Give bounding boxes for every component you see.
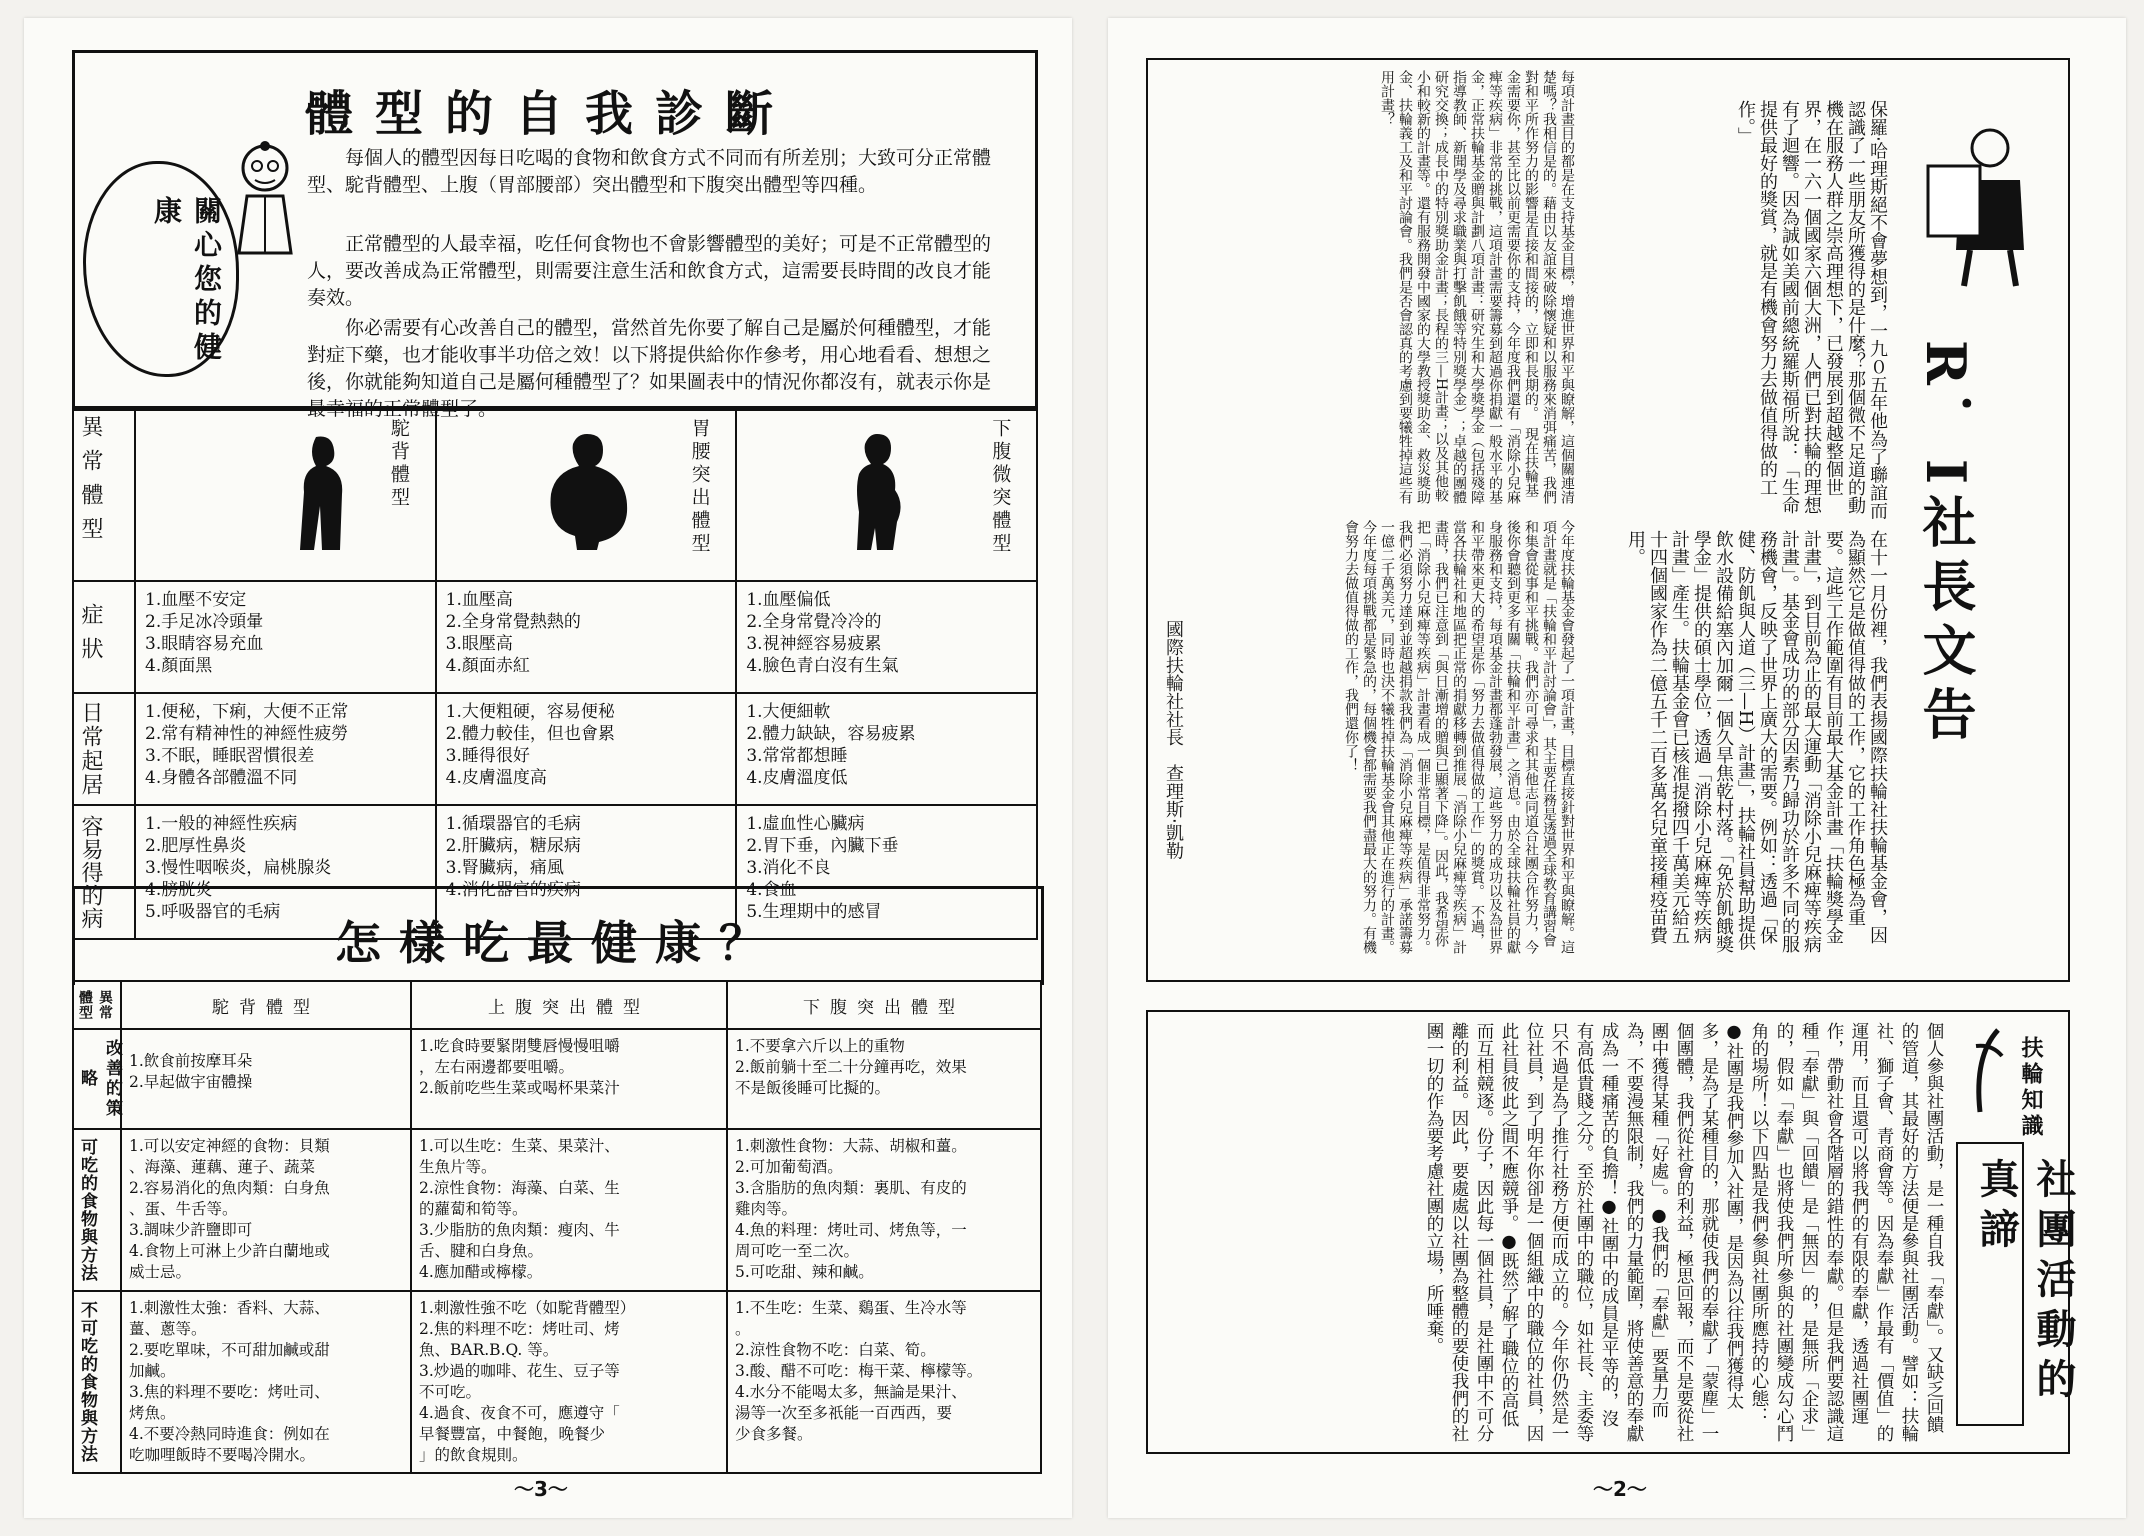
list-item: 1.便秘，下痢，大便不正常 xyxy=(145,702,349,722)
list-item: 3.常常都想睡 xyxy=(746,746,848,766)
list-item: 1.不生吃：生菜、鷄蛋、生冷水等 xyxy=(735,1299,967,1317)
article-column: 保羅‧哈理斯絕不會夢想到，一九０五年他為了聯誼而認識了一些朋友所獲得的是什麼？那個微不足道的動機在服務人群之崇高理想下，已發展到超越整個世界，在一六一個國家六個大洲，人們已對扶輪的理想有了迴響。因為誠如美國前總統羅斯福所說：「生命提供最好的獎賞，就是有機會努力去做值得做的工作。」 xyxy=(1735,100,1888,520)
column-header: 駝背體型 xyxy=(121,981,411,1029)
list-item: 少食多餐。 xyxy=(735,1425,813,1443)
list-item: 烤魚。 xyxy=(129,1404,176,1422)
list-item: 4.應加醋或檸檬。 xyxy=(419,1263,543,1281)
list-item: 2.涼性食物不吃：白菜、筍。 xyxy=(735,1341,936,1359)
list-item: 3.調味少許鹽即可 xyxy=(129,1221,253,1239)
table-header-label: 異常體型 xyxy=(78,415,103,551)
health-cloud-badge xyxy=(83,161,239,377)
type-label: 下腹微突體型 xyxy=(989,418,1012,556)
diet-table xyxy=(72,980,1042,1474)
table-row xyxy=(73,1129,1041,1291)
edible-list xyxy=(729,1131,1039,1288)
list-item: 4.食血 xyxy=(746,880,797,900)
list-item: 4.水分不能喝太多，無論是果汁、 xyxy=(735,1383,967,1401)
list-item: 2.飯前吃些生菜或喝杯果菜汁 xyxy=(419,1079,620,1097)
list-item: 2.肝臟病，糖尿病 xyxy=(445,836,581,856)
page-number: ～3～ xyxy=(514,1477,568,1501)
list-item: 2.胃下垂，內臟下垂 xyxy=(746,836,899,856)
list-item: 2.常有精神性的神經性疲勞 xyxy=(145,724,349,744)
list-item: 2.全身常覺熱熱的 xyxy=(445,612,581,632)
row-label: 容易得的病 xyxy=(78,814,103,930)
list-item: 3.消化不良 xyxy=(746,858,831,878)
daily-list xyxy=(137,695,434,795)
list-item: 1.吃食時要緊閉雙唇慢慢咀嚼 xyxy=(419,1037,620,1055)
list-item: 3.焦的料理不要吃：烤吐司、 xyxy=(129,1383,330,1401)
avoid-list xyxy=(413,1293,725,1471)
list-item: 1.血壓偏低 xyxy=(746,590,831,610)
symptom-list xyxy=(137,583,434,683)
strategy-list xyxy=(413,1031,725,1104)
list-item: 1.一般的神經性疾病 xyxy=(145,814,298,834)
article-column: 在十一月份裡，我們表揚國際扶輪社扶輪基金會，因為顯然它是做值得做的工作，它的工作角色極為重要。這些工作範圍有目前最大基金計畫「扶輪獎學金計畫」，到目前為止的最大運動「消除小兒麻痺等疾病計畫」。基金會成功的部分因素乃歸功於許多不同的服務機會，反映了世界上廣大的需要。例如：透過「保健、防飢與人道（三—H）計畫」，扶輪社員幫助提供飲水設備給塞內加爾一個久旱焦乾村落。「免於飢餓獎學金」提供的碩士學位，透過「消除小兒麻痺等疾病計畫」產生。扶輪基金會已核准提撥四千萬美元給五十四個國家作為二億五千二百多萬名兒童接種疫苗費用。 xyxy=(1625,530,1888,953)
list-item: 4.臉色青白沒有生氣 xyxy=(746,656,899,676)
list-item: 1.刺激性食物：大蒜、胡椒和薑。 xyxy=(735,1137,967,1155)
article-column: 今年度扶輪基金會發起了一項計畫，目標直接針對世界和平與瞭解。這項計畫就是「扶輪和平計討論會」，其主要任務是透過全球教育講習會和集會從事和平挑戰。我們亦可尋求和其他志同道合社團合作努力，今後你會聽到更多有關「扶輪和平計畫」之消息。由於全球扶輪社員的獻身服務和支持，每項基金計畫都蓬勃發展，這些努力的成功以及為世界和平帶來更大的希望是你「努力去做值得做的工作」的獎賞。 不過，當各扶輪社和地區把正常的捐獻移轉到推展「消除小兒麻痺等疾病」計畫時，我們已注意到「與日漸增的贈與已顯著下降」。因此，我希望你把「消除小兒麻痺等疾病」計畫看成一個非常目標，是值得非常努力。我們必須努力達到並超越捐款我們為「消除小兒麻痺等疾病」承諾籌募一億二千萬美元，同時也決不犧牲掉扶輪基金會其他正在進行的計畫。今年度每項挑戰都是緊急的，每個機會都需要我們盡最大的努力。有機會努力去做值得做的工作，我們還你了！ xyxy=(1343,520,1575,954)
type-header xyxy=(135,407,436,581)
list-item: 不可吃。 xyxy=(419,1383,482,1401)
sidebar-label: 關心您的健康 xyxy=(150,196,223,366)
list-item: 3.眼壓高 xyxy=(445,634,513,654)
list-item: 威士忌。 xyxy=(129,1263,192,1281)
hunchback-silhouette xyxy=(286,432,364,552)
list-item: 1.虛血性心臟病 xyxy=(746,814,865,834)
strategy-list xyxy=(123,1031,409,1098)
list-item: 3.少脂肪的魚肉類：瘦肉、牛 xyxy=(419,1221,620,1239)
list-item: 、海藻、蓮藕、蓮子、蔬菜 xyxy=(129,1158,316,1176)
daily-list xyxy=(738,695,1035,795)
list-item: 1.循環器官的毛病 xyxy=(445,814,581,834)
list-item: 早餐豐富，中餐飽，晚餐少 xyxy=(419,1425,606,1443)
intro-box xyxy=(72,50,1038,420)
list-item: 3.眼睛容易充血 xyxy=(145,634,264,654)
list-item: 」的飲食規則。 xyxy=(419,1446,528,1464)
list-item: 1.血壓高 xyxy=(445,590,513,610)
edible-list xyxy=(413,1131,725,1288)
type-label: 胃腰突出體型 xyxy=(688,418,711,556)
row-label: 不可吃的食物與方法 xyxy=(77,1301,97,1463)
list-item: 2.體力缺缺，容易疲累 xyxy=(746,724,916,744)
column-label: 扶輪知識 xyxy=(2018,1036,2044,1140)
rotary-knowledge-box xyxy=(1146,1010,2077,1454)
list-item: 4.食物上可淋上少許白蘭地或 xyxy=(129,1242,330,1260)
page-number: ～2～ xyxy=(1593,1477,1647,1501)
article-title-box xyxy=(1956,1142,2077,1426)
list-item: 3.慢性咽喉炎，扁桃腺炎 xyxy=(145,858,332,878)
list-item: 4.膀胱炎 xyxy=(145,880,213,900)
list-item: 5.生理期中的感冒 xyxy=(746,902,882,922)
list-item: 魚、BAR.B.Q. 等。 xyxy=(419,1341,559,1359)
list-item: 雞肉等。 xyxy=(735,1200,798,1218)
symptom-list xyxy=(738,583,1035,683)
avoid-list xyxy=(123,1293,409,1471)
section2-header xyxy=(72,886,1044,985)
president-message-box xyxy=(1146,58,2070,982)
type-header xyxy=(736,407,1037,581)
list-item: 2.可加葡萄酒。 xyxy=(735,1158,843,1176)
list-item: 2.容易消化的魚肉類：白身魚 xyxy=(129,1179,330,1197)
list-item: 4.過食、夜食不可，應遵守「 xyxy=(419,1404,620,1422)
table-header-label: 異常體型 xyxy=(77,990,113,1020)
list-item: 3.酸、醋不可吃：梅干菜、檸檬等。 xyxy=(735,1362,983,1380)
list-item: 、蛋、牛舌等。 xyxy=(129,1200,238,1218)
list-item: 2.肥厚性鼻炎 xyxy=(145,836,247,856)
column-header: 上腹突出體型 xyxy=(411,981,727,1029)
section-title: 怎樣吃最健康？ xyxy=(335,916,783,970)
list-item: 2.早起做宇宙體操 xyxy=(129,1073,253,1091)
row-label: 日常起居 xyxy=(78,701,103,797)
left-page xyxy=(24,18,1072,1518)
list-item: 周可吃一至二次。 xyxy=(735,1242,860,1260)
rotary-r-logo xyxy=(1968,1026,2008,1116)
list-item: 吃咖哩飯時不要喝冷開水。 xyxy=(129,1446,316,1464)
list-item: 4.皮膚溫度低 xyxy=(746,768,848,788)
article-title: 社團活動的真諦 xyxy=(1973,1158,2077,1408)
article-signature: 國際扶輪社社長 查理斯‧凱勒 xyxy=(1163,620,1184,860)
list-item: 4.顏面黑 xyxy=(145,656,213,676)
list-item: 2.涼性食物：海藻、白菜、生 xyxy=(419,1179,620,1197)
list-item: 3.炒過的咖啡、花生、豆子等 xyxy=(419,1362,620,1380)
list-item: 生魚片等。 xyxy=(419,1158,497,1176)
list-item: 2.要吃單味，不可甜加鹹或甜 xyxy=(129,1341,330,1359)
upper-belly-silhouette xyxy=(537,432,637,552)
list-item: 4.魚的料理：烤吐司、烤魚等，一 xyxy=(735,1221,967,1239)
list-item: 3.睡得很好 xyxy=(445,746,530,766)
list-item: 3.不眠，睡眠習慣很差 xyxy=(145,746,315,766)
list-item: 1.大便粗硬，容易便秘 xyxy=(445,702,615,722)
list-item: 不是飯後睡可比擬的。 xyxy=(735,1079,891,1097)
list-item: 薑、蔥等。 xyxy=(129,1320,207,1338)
right-page xyxy=(1108,18,2126,1518)
list-item: 4.皮膚溫度高 xyxy=(445,768,547,788)
table-row xyxy=(73,693,1037,805)
list-item: 1.刺激性強不吃（如駝背體型） xyxy=(419,1299,636,1317)
list-item: 1.血壓不安定 xyxy=(145,590,247,610)
list-item: 1.可以生吃：生菜、果菜汁、 xyxy=(419,1137,620,1155)
type-label: 駝背體型 xyxy=(388,418,410,510)
list-item: 1.大便細軟 xyxy=(746,702,831,722)
list-item: 3.含脂肪的魚肉類：裏肌、有皮的 xyxy=(735,1179,967,1197)
table-row xyxy=(73,1291,1041,1473)
list-item: 2.飯前躺十至二十分鐘再吃，效果 xyxy=(735,1058,967,1076)
list-item: 4.身體各部體溫不同 xyxy=(145,768,298,788)
article-column: 每項計畫目的都是在支持基金目標，增進世界和平與瞭解，這個關連清楚嗎？我相信是的。藉由以友誼來破除懷疑和以服務來消弭痛苦，我們對和平所作努力的影響是直接和間接的，立即和長期的。 現在扶輪基金需要你，甚至比以前更需要你的支持，今年度我們還有「消除小兒麻痺等疾病」非常的挑戰，這項計畫需要籌募到超過你捐獻一般水平的基金，正常扶輪基金贈與計劃八項計畫：研究生和大學獎學金（包括殘障指導教師、新聞學及尋求職業與打擊飢餓等特別獎學金）；卓越的團體研究交換；成長中的特別獎助金計畫；長程的三—H計畫；以及其他較小和較新的計畫等。還有服務開發中國家的大學教授獎助金、救災獎助金、扶輪義工及和平討論會。我們是否會認真的考慮到要犧牲掉這些有用計畫？ xyxy=(1379,70,1575,504)
edible-list xyxy=(123,1131,409,1288)
strategy-list xyxy=(729,1031,1039,1104)
list-item: ，左右兩邊都要咀嚼。 xyxy=(419,1058,575,1076)
table-row xyxy=(73,1029,1041,1129)
column-header: 下腹突出體型 xyxy=(727,981,1041,1029)
list-item: 2.焦的料理不吃：烤吐司、烤 xyxy=(419,1320,620,1338)
intro-paragraph: 正常體型的人最幸福，吃任何食物也不會影響體型的美好；可是不正常體型的人，要改善成為正常體型，則需要注意生活和飲食方式，這需要長時間的改良才能奏效。 xyxy=(307,233,992,309)
list-item: 的蘿蔔和筍等。 xyxy=(419,1200,528,1218)
row-label: 可吃的食物與方法 xyxy=(77,1138,97,1282)
list-item: 1.可以安定神經的食物：貝類 xyxy=(129,1137,330,1155)
list-item: 1.飲食前按摩耳朵 xyxy=(129,1052,253,1070)
table-row xyxy=(73,581,1037,693)
list-item: 舌、腱和白身魚。 xyxy=(419,1242,544,1260)
list-item: 2.全身常覺冷冷的 xyxy=(746,612,882,632)
list-item: 1.刺激性太強：香料、大蒜、 xyxy=(129,1299,330,1317)
row-label: 症狀 xyxy=(78,603,103,671)
intro-paragraph: 每個人的體型因每日吃喝的食物和飲食方式不同而有所差別；大致可分正常體型、駝背體型、上腹（胃部腰部）突出體型和下腹突出體型等四種。 xyxy=(307,147,992,196)
article-title: R．I社長文告 xyxy=(1914,340,1978,751)
list-item: 湯等一次至多祇能一百西西，要 xyxy=(735,1404,953,1422)
list-item: 4.消化器官的疾病 xyxy=(445,880,581,900)
symptom-table xyxy=(72,406,1038,940)
list-item: 4.顏面赤紅 xyxy=(445,656,530,676)
list-item: 4.不要冷熱同時進食：例如在 xyxy=(129,1425,330,1443)
person-reading-illustration xyxy=(1920,120,2040,290)
list-item: 。 xyxy=(735,1320,751,1338)
avoid-list xyxy=(729,1293,1039,1450)
type-header xyxy=(436,407,737,581)
list-item: 加鹹。 xyxy=(129,1362,176,1380)
list-item: 5.呼吸器官的毛病 xyxy=(145,902,281,922)
symptom-list xyxy=(438,583,735,683)
doctor-illustration xyxy=(225,138,305,258)
daily-list xyxy=(438,695,735,795)
row-label: 改善的策略 xyxy=(77,1039,122,1119)
lower-belly-silhouette xyxy=(837,432,915,552)
list-item: 2.手足冰冷頭暈 xyxy=(145,612,264,632)
list-item: 2.體力較佳，但也會累 xyxy=(445,724,615,744)
intro-paragraph: 你必需要有心改善自己的體型，當然首先你要了解自己是屬於何種體型，才能對症下藥，也才能收事半功倍之效！以下將提供給你作參考，用心地看看、想想之後，你就能夠知道自己是屬何種體型了？如果圖表中的情況你都沒有，就表示你是最幸福的正常體型了。 xyxy=(307,317,992,420)
article-body: 個人參與社團活動，是一種自我「奉獻」。又缺乏回饋的管道，其最好的方法便是參與社團活動。譬如：扶輪社、獅子會、青商會等。因為奉獻」作最有「價值」的運用，而且還可以將我們的有限的奉獻，透過社團運作，帶動社會各階層的錯性的奉獻。但是我們要認識這種「奉獻」與「回饋」是「無因」的，是無所「企求」的，假如「奉獻」也將使我們所參與的社團變成勾心鬥角的場所！以下四點是我們參與社團所應持的心態：●社團是我們參加入社團，是因為以往我們獲得太多，是為了某種目的，那就使我們的奉獻了「蒙塵」一個團體，我們從社會的利益，極思回報，而不是要從社團中獲得某種「好處」。●我們的「奉獻」要量力而為，不要漫無限制，我們的力量範圍，將使善意的奉獻成為一種痛苦的負擔！●社團中的成員是平等的，沒有高低貴賤之分。至於社團中的職位，如社長、主委等只不過是為了推行社務方便而成立的。今年你仍然是一位社員，到了明年你卻是一個組織中的職位的社員，因此社員彼此之間不應競爭。●既然了解了職位的高低而互相競逐。份子，因此每一個社員，是社團中不可分離的利益。因此，要處處以社團為整體的要使我們的社團一切的作為要考慮社團的立場，所唾棄。 xyxy=(1424,1022,1944,1442)
list-item: 3.視神經容易疲累 xyxy=(746,634,882,654)
list-item: 5.可吃甜、辣和鹹。 xyxy=(735,1263,874,1281)
list-item: 3.腎臟病，痛風 xyxy=(445,858,564,878)
list-item: 1.不要拿六斤以上的重物 xyxy=(735,1037,905,1055)
page-title: 體型的自我診斷 xyxy=(305,86,796,142)
